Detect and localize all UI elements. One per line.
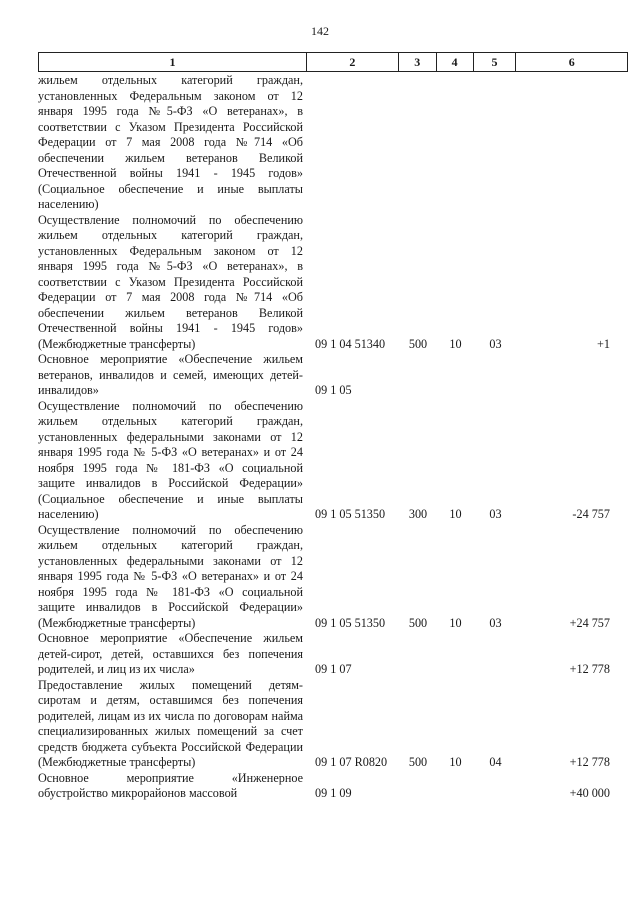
- row-amount: +12 778: [569, 662, 610, 676]
- row-col-3: 500: [408, 336, 428, 351]
- row-col-4: 10: [449, 755, 462, 769]
- row-col-5: 03: [489, 507, 502, 521]
- table-row: [38, 399, 628, 523]
- header-col-5: 5: [474, 53, 517, 71]
- row-amount: +24 757: [569, 615, 610, 630]
- row-col-4: 10: [449, 336, 462, 351]
- table-row: [38, 352, 628, 399]
- row-description: Основное мероприятие «Инженерное обустройство микрорайонов массовой: [38, 770, 303, 800]
- row-description: жильем отдельных категорий граждан, установленных Федеральным законом от 12 января 1995 года №5-ФЗ «О ветеранах», в соответствии с Указом Президента Российской Федерации от 7 мая 2008 года №714 «Об обеспечении жильем ветеранов Великой Отечественной войны 1941 - 1945 годов» (Социальное обеспечение и иные выплаты населению): [38, 73, 303, 211]
- row-code: 09 1 05 51350: [315, 615, 386, 630]
- header-col-6: 6: [568, 54, 575, 69]
- row-amount: +40 000: [569, 786, 610, 800]
- row-col-4: 10: [449, 615, 462, 630]
- row-description: Основное мероприятие «Обеспечение жильем ветеранов, инвалидов и семей, имеющих детей-инвалидов»: [38, 352, 303, 397]
- row-code: 09 1 07 R0820: [315, 755, 388, 769]
- table-row: [38, 523, 628, 632]
- row-col-4: 10: [449, 507, 462, 521]
- row-amount: +12 778: [569, 755, 610, 769]
- row-code: 09 1 09: [315, 786, 352, 800]
- row-amount: -24 757: [572, 507, 610, 521]
- table-row: [38, 213, 628, 353]
- table-row: [38, 73, 628, 213]
- header-col-4: 4: [437, 53, 474, 71]
- row-col-5: 03: [489, 615, 502, 630]
- table-row: [38, 771, 628, 802]
- table-body: [38, 73, 628, 802]
- row-code: 09 1 05 51350: [315, 507, 386, 521]
- row-code: 09 1 05: [315, 383, 352, 397]
- table-row: [38, 678, 628, 771]
- row-description: Осуществление полномочий по обеспечению жильем отдельных категорий граждан, установленных Федеральным законом от 12 января 1995 года №5-ФЗ «О ветеранах», в соответствии с Указом Президента Российской Федерации от 7 мая 2008 года №714 «Об обеспечении жильем ветеранов Великой Отечественной войны 1941 - 1945 годов» (Межбюджетные трансферты): [38, 212, 303, 351]
- row-description: Осуществление полномочий по обеспечению жильем отдельных категорий граждан, установленных федеральными законами от 12 января 1995 года № 5-ФЗ «О ветеранах» и от 24 ноября 1995 года № 181-ФЗ «О социальной защите инвалидов в Российской Федерации» (Межбюджетные трансферты): [38, 522, 303, 630]
- row-col-5: 03: [489, 336, 502, 351]
- header-col-3: 3: [399, 53, 437, 71]
- page-number: 142: [311, 24, 329, 38]
- row-code: 09 1 07: [315, 662, 352, 676]
- header-col-1: 1: [39, 53, 307, 71]
- table-header: [38, 52, 628, 72]
- row-col-3: 500: [408, 755, 428, 769]
- table-row: [38, 631, 628, 678]
- row-col-5: 04: [489, 755, 502, 769]
- row-description: Основное мероприятие «Обеспечение жильем детей-сирот, детей, оставшихся без попечения родителей, и лиц из их числа»: [38, 631, 303, 676]
- row-col-3: 500: [408, 615, 428, 630]
- row-code: 09 1 04 51340: [315, 336, 386, 351]
- row-description: Предоставление жилых помещений детям-сиротам и детям, оставшимся без попечения родителей, лицам из их числа по договорам найма специализированных жилых помещений за счет средств бюджета субъекта Российской Федерации (Межбюджетные трансферты): [38, 677, 303, 769]
- row-amount: +1: [597, 336, 610, 351]
- row-col-3: 300: [408, 507, 428, 521]
- row-description: Осуществление полномочий по обеспечению жильем отдельных категорий граждан, установленных федеральными законами от 12 января 1995 года № 5-ФЗ «О ветеранах» и от 24 ноября 1995 года № 181-ФЗ «О социальной защите инвалидов в Российской Федерации» (Социальное обеспечение и иные выплаты населению): [38, 398, 303, 521]
- header-col-2: 2: [307, 53, 399, 71]
